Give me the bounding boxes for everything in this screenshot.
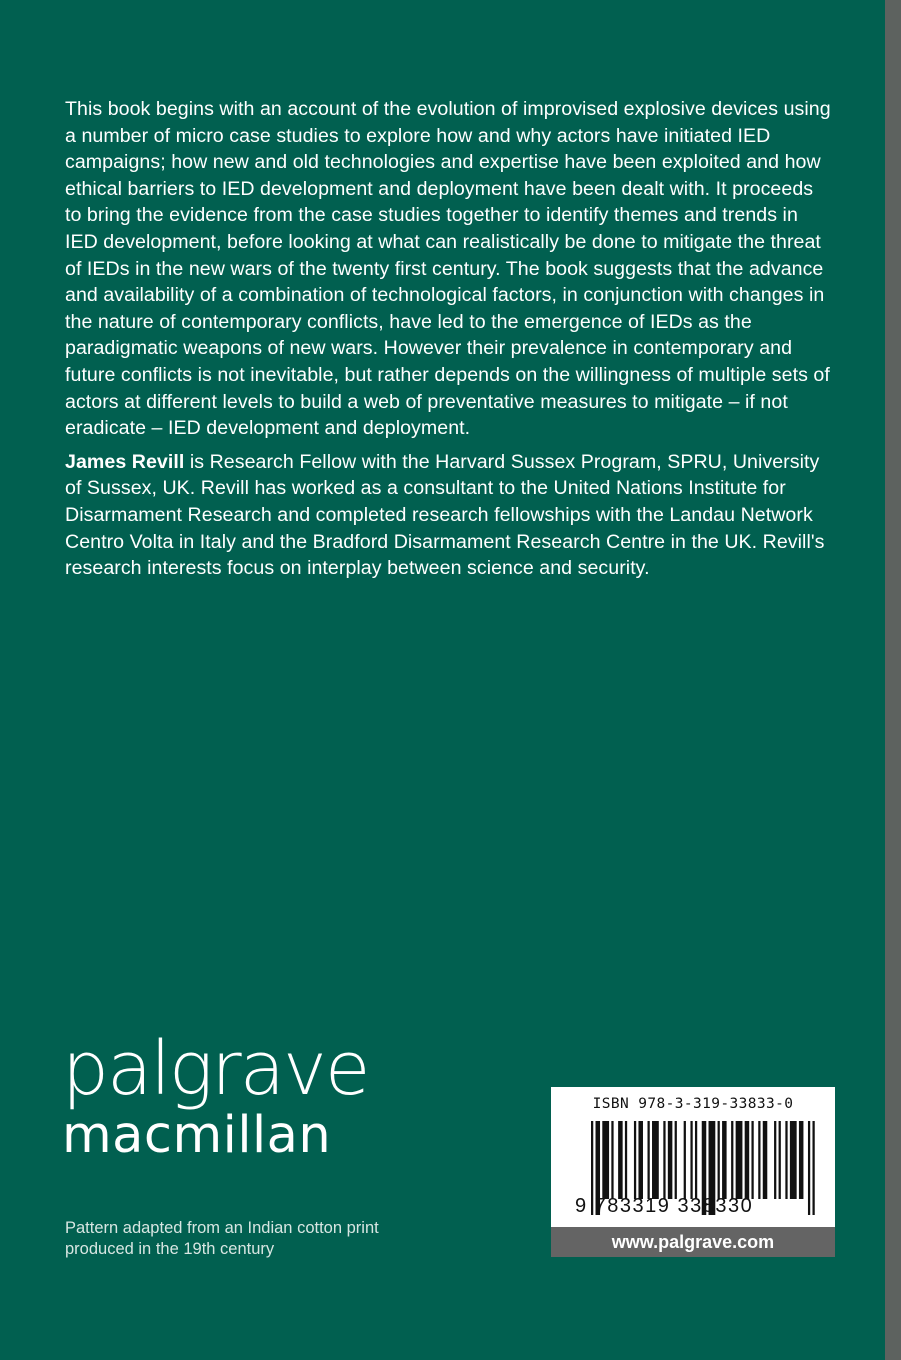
back-cover-text bbox=[65, 96, 835, 582]
barcode-digits: 9 783319 338330 bbox=[575, 1195, 754, 1217]
book-description: This book begins with an account of the evolution of improvised explosive devices using a number of micro case studies to explore how and why actors have initiated IED campaigns; how new and old technologies and expertise have been exploited and how ethical barriers to IED development and deployment have been dealt with. It proceeds to bring the evidence from the case studies together to identify themes and trends in IED development, before looking at what can realistically be done to mitigate the threat of IEDs in the new wars of the twenty first century. The book suggests that the advance and availability of a combination of technological factors, in conjunction with changes in the nature of contemporary conflicts, have led to the emergence of IEDs as the paradigmatic weapons of new wars. However their prevalence in contemporary and future conflicts is not inevitable, but rather depends on the willingness of multiple sets of actors at different levels to build a web of preventative measures to mitigate – if not eradicate – IED development and deployment. bbox=[65, 98, 831, 440]
isbn-barcode-box bbox=[551, 1087, 835, 1257]
publisher-website: www.palgrave.com bbox=[551, 1227, 835, 1257]
logo-palgrave: palgrave bbox=[62, 1026, 369, 1112]
isbn-label: ISBN 978-3-319-33833-0 bbox=[592, 1096, 794, 1112]
author-name: James Revill bbox=[65, 450, 185, 473]
logo-macmillan: macmillan bbox=[62, 1106, 332, 1165]
spine-edge bbox=[885, 0, 901, 1360]
author-bio bbox=[65, 449, 835, 582]
pattern-credit: Pattern adapted from an Indian cotton print produced in the 19th century bbox=[65, 1219, 379, 1258]
author-bio-text: is Research Fellow with the Harvard Sussex Program, SPRU, University of Sussex, UK. Revill has worked as a consultant to the United Nations Institute for Disarmament Research and completed research fellowships with the Landau Network Centro Volta in Italy and the Bradford Disarmament Research Centre in the UK. Revill's research interests focus on interplay between science and security. bbox=[65, 450, 825, 580]
publisher-logo bbox=[62, 1026, 369, 1165]
